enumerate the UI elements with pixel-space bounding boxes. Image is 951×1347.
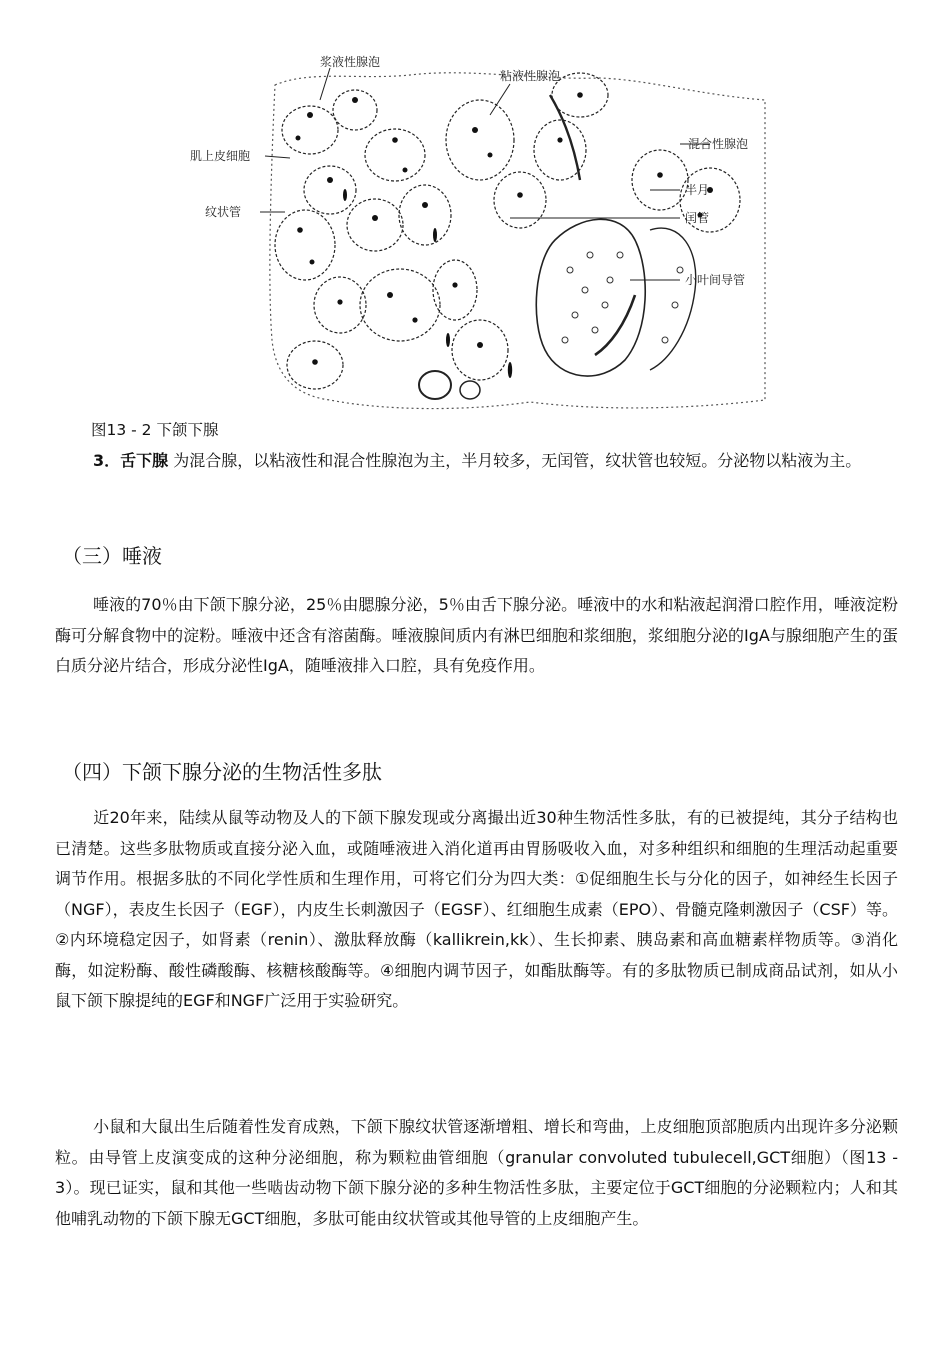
section-number: 3． (93, 451, 121, 470)
figure-caption: 图13 - 2 下颌下腺 (91, 421, 219, 439)
label-demilune: 半月 (685, 183, 710, 197)
sublingual-gland-paragraph (55, 446, 898, 477)
peptides-text-2: 小鼠和大鼠出生后随着性发育成熟，下颌下腺纹状管逐渐增粗、增长和弯曲，上皮细胞顶部胞质内出现许多分泌颗粒。由导管上皮演变成的这种分泌细胞，称为颗粒曲管细胞（granular convoluted tubulecell,GCT细胞）（图13 - 3）。现已证实，鼠和其他一些啮齿动物下颌下腺分泌的多种生物活性多肽，主要定位于GCT细胞的分泌颗粒内；人和其他哺乳动物的下颌下腺无GCT细胞，多肽可能由纹状管或其他导管的上皮细胞产生。 (55, 1117, 898, 1228)
heading-saliva: （三）唾液 (62, 544, 162, 568)
label-striated-duct: 纹状管 (205, 205, 242, 219)
label-interlobular-duct: 小叶间导管 (685, 273, 746, 287)
tissue-drawing (270, 73, 765, 409)
section-term: 舌下腺 (120, 451, 169, 470)
saliva-paragraph (55, 590, 898, 682)
histology-figure (180, 40, 780, 415)
label-mucous-acinus: 粘液性腺泡 (500, 69, 561, 83)
peptides-text-1: 近20年来，陆续从鼠等动物及人的下颌下腺发现或分离撮出近30种生物活性多肽，有的已被提纯，其分子结构也已清楚。这些多肽物质或直接分泌入血，或随唾液进入消化道再由胃肠吸收入血，对多种组织和细胞的生理活动起重要调节作用。根据多肽的不同化学性质和生理作用，可将它们分为四大类：①促细胞生长与分化的因子，如神经生长因子（NGF），表皮生长因子（EGF），内皮生长刺激因子（EGSF）、红细胞生成素（EPO）、骨髓克隆刺激因子（CSF）等。②内环境稳定因子，如肾素（renin）、激肽释放酶（kallikrein,kk）、生长抑素、胰岛素和高血糖素样物质等。③消化酶，如淀粉酶、酸性磷酸酶、核糖核酸酶等。④细胞内调节因子，如酯肽酶等。有的多肽物质已制成商品试剂，如从小鼠下颌下腺提纯的EGF和NGF广泛用于实验研究。 (55, 808, 898, 1010)
peptides-paragraph-2 (55, 1112, 898, 1234)
label-serous-acinus: 浆液性腺泡 (320, 55, 381, 69)
heading-bioactive-peptides: （四）下颌下腺分泌的生物活性多肽 (62, 760, 382, 784)
peptides-paragraph-1 (55, 803, 898, 1017)
label-intercalated-duct: 闰管 (685, 211, 710, 225)
section-text: 为混合腺，以粘液性和混合性腺泡为主，半月较多，无闰管，纹状管也较短。分泌物以粘液为主。 (168, 451, 862, 470)
saliva-text: 唾液的70％由下颌下腺分泌，25％由腮腺分泌，5％由舌下腺分泌。唾液中的水和粘液起润滑口腔作用，唾液淀粉酶可分解食物中的淀粉。唾液中还含有溶菌酶。唾液腺间质内有淋巴细胞和浆细胞，浆细胞分泌的IgA与腺细胞产生的蛋白质分泌片结合，形成分泌性IgA，随唾液排入口腔，具有免疫作用。 (55, 595, 898, 675)
label-myoepithelial-cell: 肌上皮细胞 (190, 149, 251, 163)
submandibular-gland-drawing (180, 40, 780, 415)
label-mixed-acinus: 混合性腺泡 (688, 137, 749, 151)
